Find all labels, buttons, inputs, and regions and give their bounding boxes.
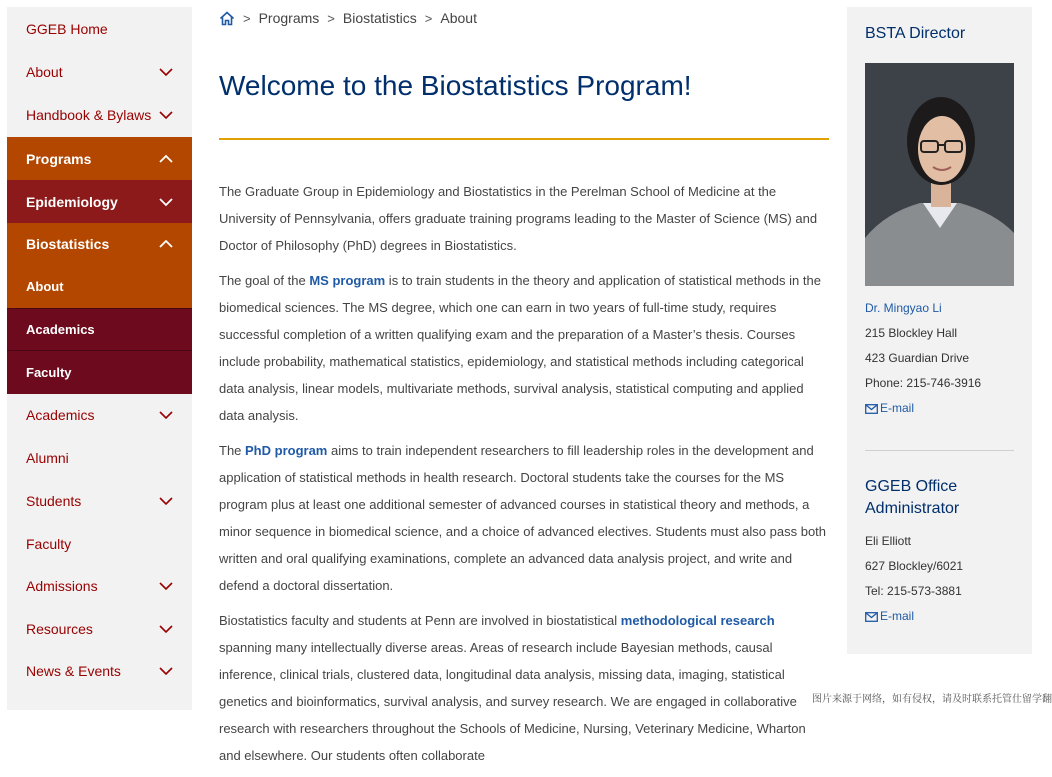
- home-icon[interactable]: [219, 11, 235, 26]
- sidebar-item-label: Alumni: [26, 449, 69, 466]
- sidebar-item-academics[interactable]: [7, 394, 192, 436]
- director-address-line: 423 Guardian Drive: [865, 351, 970, 365]
- sidebar-item-label: Students: [26, 492, 82, 509]
- sidebar-item-news-events[interactable]: [7, 650, 192, 692]
- sidebar-nav: [7, 7, 192, 710]
- chevron-down-icon[interactable]: [159, 494, 173, 508]
- admin-contact: [865, 529, 963, 629]
- envelope-icon: [865, 404, 878, 414]
- director-heading: BSTA Director: [865, 25, 966, 42]
- director-name-link[interactable]: Dr. Mingyao Li: [865, 301, 942, 315]
- sidebar-item-label: News & Events: [26, 663, 121, 679]
- breadcrumb: [219, 10, 477, 26]
- research-paragraph-text: spanning many intellectually diverse areas. Areas of research include Bayesian methods, causal inference, clinical trials, clustered data, longitudinal data analysis, missing data, imaging, statistical genetics and bioinformatics, survival analysis, and survey research. We are engaged in collaborative research with researchers throughout the Schools of Medicine, Nursing, Veterinary Medicine, Wharton and elsewhere. Our students often collaborate: [219, 640, 806, 763]
- ms-paragraph-text: The goal of the: [219, 273, 310, 288]
- phd-program-link[interactable]: PhD program: [245, 443, 328, 458]
- contact-sidebar: [847, 7, 1032, 654]
- research-paragraph: [219, 607, 829, 769]
- chevron-down-icon[interactable]: [159, 408, 173, 422]
- sidebar-item-students[interactable]: [7, 479, 192, 522]
- watermark-text: 图片来源于网络，如有侵权，请及时联系托管仕留学翻: [812, 694, 1052, 705]
- sidebar-divider: [865, 450, 1014, 451]
- director-email-link[interactable]: [865, 396, 981, 421]
- research-paragraph-text: Biostatistics faculty and students at Penn are involved in biostatistical: [219, 613, 621, 628]
- methodological-research-link[interactable]: methodological research: [620, 613, 775, 628]
- breadcrumb-item-programs[interactable]: Programs: [258, 10, 320, 26]
- sidebar-item-biostatistics[interactable]: [7, 223, 192, 265]
- article-body: [219, 178, 829, 777]
- sidebar-item-ggeb-home[interactable]: [7, 7, 192, 50]
- envelope-icon: [865, 612, 878, 622]
- breadcrumb-separator: >: [243, 10, 251, 26]
- sidebar-item-about[interactable]: [7, 50, 192, 93]
- ms-program-link[interactable]: MS program: [309, 273, 386, 288]
- director-address-line: 215 Blockley Hall: [865, 326, 958, 340]
- chevron-down-icon[interactable]: [159, 65, 173, 79]
- sidebar-item-handbook[interactable]: [7, 93, 192, 137]
- breadcrumb-separator: >: [424, 10, 433, 26]
- sidebar-item-label: Programs: [26, 150, 92, 167]
- breadcrumb-separator: >: [327, 10, 335, 26]
- sidebar-item-label: Academics: [26, 322, 95, 337]
- admin-email-link[interactable]: [865, 604, 963, 629]
- sidebar-item-epidemiology[interactable]: [7, 180, 192, 223]
- phd-paragraph-text: The: [219, 443, 246, 458]
- sidebar-item-label: Handbook & Bylaws: [26, 107, 152, 123]
- sidebar-subitem-academics[interactable]: [7, 308, 192, 350]
- sidebar-item-programs[interactable]: [7, 137, 192, 180]
- sidebar-item-label: Resources: [26, 620, 93, 637]
- intro-paragraph: The Graduate Group in Epidemiology and Biostatistics in the Perelman School of Medicine at the University of Pennsylvania, offers graduate training programs leading to the Master of Science (MS) and Doctor of Philosophy (PhD) degrees in Biostatistics.: [219, 184, 818, 253]
- page-title: Welcome to the Biostatistics Program!: [219, 70, 692, 101]
- sidebar-item-label: Admissions: [26, 578, 98, 594]
- director-phone: Phone: 215-746-3916: [865, 376, 982, 390]
- breadcrumb-item-about: About: [440, 10, 477, 26]
- chevron-down-icon[interactable]: [159, 579, 173, 593]
- breadcrumb-item-biostatistics[interactable]: Biostatistics: [342, 10, 417, 26]
- sidebar-item-label: About: [26, 63, 63, 80]
- admin-phone: Tel: 215-573-3881: [865, 584, 962, 598]
- sidebar-item-label: Biostatistics: [26, 236, 110, 252]
- sidebar-item-label: Academics: [26, 407, 95, 423]
- email-label: E-mail: [880, 401, 915, 415]
- sidebar-subitem-faculty[interactable]: [7, 350, 192, 394]
- sidebar-item-label: Faculty: [26, 535, 72, 552]
- phd-paragraph: [219, 437, 829, 599]
- chevron-down-icon[interactable]: [159, 195, 173, 209]
- chevron-up-icon[interactable]: [159, 237, 173, 251]
- sidebar-item-alumni[interactable]: [7, 436, 192, 479]
- phd-paragraph-text: aims to train independent researchers to fill leadership roles in the development and application of statistical methods in health research. Doctoral students take the courses for the MS program plus at least one additional semester of advanced courses in statistical theory and methods, a minor sequence in biomedical science, and a choice of advanced electives. Students must also pass both written and oral qualifying examinations, complete an advanced data analysis project, and write and defend a doctoral dissertation.: [219, 443, 827, 593]
- sidebar-subitem-about[interactable]: [7, 265, 192, 308]
- chevron-down-icon[interactable]: [159, 622, 173, 636]
- sidebar-item-admissions[interactable]: [7, 565, 192, 607]
- sidebar-item-label: About: [26, 279, 64, 294]
- ms-paragraph-text: is to train students in the theory and application of statistical methods in the biomedical sciences. The MS degree, which one can earn in two years of full-time study, requires successful completion of a written qualifying exam and the preparation of a Master’s thesis. Courses include probability, mathematical statistics, epidemiology, and statistical methods including categorical data analysis, linear models, multivariate methods, survival analysis, statistical computing and applied data analysis.: [219, 273, 821, 423]
- sidebar-item-label: GGEB Home: [26, 20, 108, 37]
- admin-name: Eli Elliott: [865, 534, 912, 548]
- sidebar-item-label: Epidemiology: [26, 193, 118, 210]
- chevron-down-icon[interactable]: [159, 108, 173, 122]
- sidebar-item-label: Faculty: [26, 365, 72, 380]
- ms-paragraph: [219, 267, 829, 429]
- admin-address-line: 627 Blockley/6021: [865, 559, 964, 573]
- chevron-down-icon[interactable]: [159, 664, 173, 678]
- sidebar-item-faculty[interactable]: [7, 522, 192, 565]
- director-photo: [865, 63, 1014, 286]
- title-divider: [219, 138, 829, 140]
- email-label: E-mail: [880, 609, 915, 623]
- chevron-up-icon[interactable]: [159, 152, 173, 166]
- sidebar-item-resources[interactable]: [7, 607, 192, 650]
- admin-heading: GGEB Office Administrator: [865, 478, 960, 517]
- director-contact: [865, 296, 981, 421]
